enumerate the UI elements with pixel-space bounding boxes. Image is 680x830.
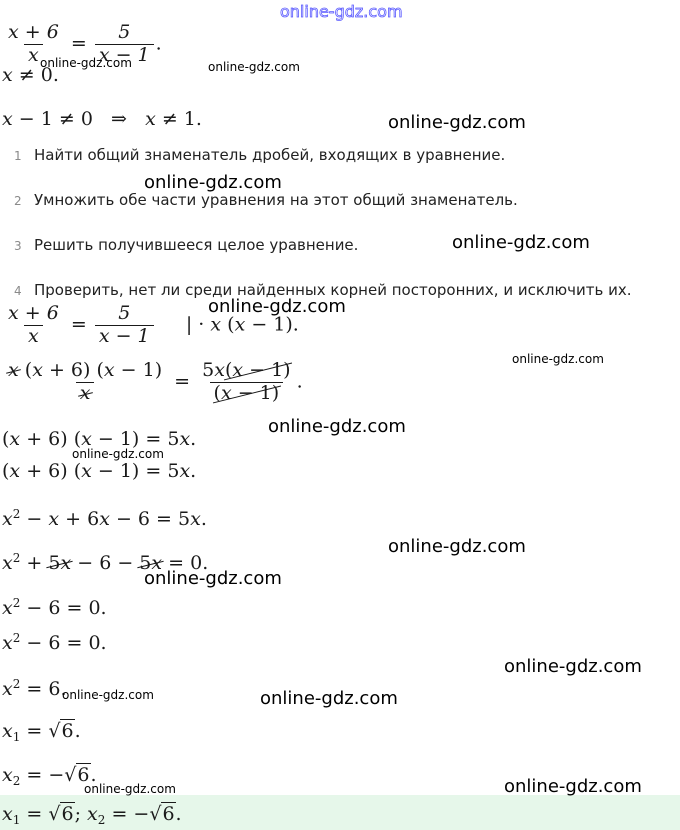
watermark: online-gdz.com bbox=[260, 688, 398, 709]
watermark: online-gdz.com bbox=[388, 536, 526, 557]
watermark: online-gdz.com bbox=[268, 416, 406, 437]
root-x2: $x_2 = -√6$. bbox=[2, 764, 97, 788]
answer-line: $x_1 = √6$; $x_2 = -√6$. bbox=[2, 803, 182, 827]
equation-step-b: (x + 6) (x − 1) = 5x. bbox=[2, 460, 197, 482]
condition-x-not-one: x − 1 ≠ 0 ⇒ x ≠ 1. bbox=[2, 108, 202, 130]
equation-cancel-terms: $x^2 + 5x - 6 - 5x = 0$. bbox=[2, 551, 209, 574]
watermark: online-gdz.com bbox=[40, 56, 132, 70]
watermark: online-gdz.com bbox=[84, 782, 176, 796]
equation-simplified-a: $x^2 - 6 = 0$. bbox=[2, 596, 107, 619]
watermark: online-gdz.com bbox=[208, 296, 346, 317]
watermark: online-gdz.com bbox=[208, 60, 300, 74]
watermark: online-gdz.com bbox=[72, 447, 164, 461]
watermark: online-gdz.com bbox=[452, 232, 590, 253]
watermark: online-gdz.com bbox=[504, 776, 642, 797]
step-item: 3 Решить получившееся целое уравнение. bbox=[14, 236, 359, 254]
watermark: online-gdz.com bbox=[280, 2, 403, 21]
watermark: online-gdz.com bbox=[144, 172, 282, 193]
watermark: online-gdz.com bbox=[504, 656, 642, 677]
equation-simplified-b: $x^2 - 6 = 0$. bbox=[2, 631, 107, 654]
step-item: 4 Проверить, нет ли среди найденных корней посторонних, и исключить их. bbox=[14, 281, 632, 299]
watermark: online-gdz.com bbox=[62, 688, 154, 702]
equation-expanded: $x^2 - x + 6x - 6 = 5x$. bbox=[2, 507, 207, 530]
equation-original: $\frac{x + 6}{x}$ = $\frac{5}{x - 1}$ . bbox=[8, 21, 162, 66]
watermark: online-gdz.com bbox=[512, 352, 604, 366]
equation-cancel: $\frac{x (x + 6) (x - 1)}{x}$ = $\frac{5x(x - 1)}{(x - 1)}$ . bbox=[8, 359, 303, 404]
root-x1: $x_1 = √6$. bbox=[2, 720, 81, 744]
equation-step-a: (x + 6) (x − 1) = 5x. bbox=[2, 428, 197, 450]
step-item: 2 Умножить обе части уравнения на этот общий знаменатель. bbox=[14, 191, 518, 209]
equation-multiply: $\frac{x + 6}{x}$ = $\frac{5}{x - 1}$ | · x (x − 1). bbox=[8, 302, 299, 347]
equation-x-squared: $x^2 = 6$. bbox=[2, 677, 67, 700]
condition-x-not-zero: x ≠ 0. bbox=[2, 64, 59, 86]
watermark: online-gdz.com bbox=[388, 112, 526, 133]
watermark: online-gdz.com bbox=[144, 568, 282, 589]
step-item: 1 Найти общий знаменатель дробей, входящих в уравнение. bbox=[14, 146, 506, 164]
